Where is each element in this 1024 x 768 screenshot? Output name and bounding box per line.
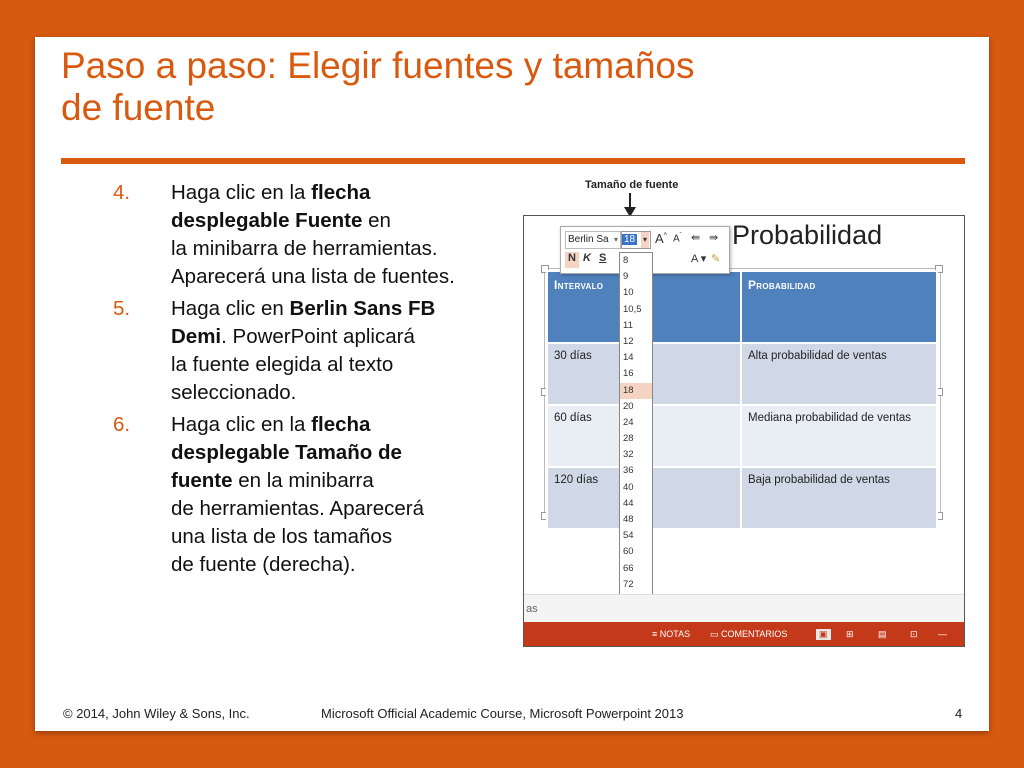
step-number: 4. — [113, 181, 131, 204]
status-bar — [524, 622, 964, 646]
probability-table — [546, 270, 938, 530]
font-size-option[interactable]: 16 — [623, 368, 634, 380]
step-item — [113, 295, 533, 407]
format-painter-icon[interactable]: ✎ — [711, 253, 721, 265]
step-line — [171, 411, 533, 439]
font-size-value: 18 — [624, 234, 636, 245]
slideshow-icon[interactable]: ⊡ — [910, 629, 918, 639]
step-number: 6. — [113, 413, 131, 436]
font-size-option[interactable]: 28 — [623, 433, 634, 445]
notes-pane — [524, 594, 964, 623]
step-text: seleccionado. — [171, 381, 297, 404]
step-item — [113, 411, 533, 579]
font-size-option[interactable]: 40 — [623, 481, 634, 493]
step-text: en — [362, 209, 391, 232]
step-text: la fuente elegida al texto — [171, 353, 394, 376]
font-color-icon[interactable]: A ▾ — [691, 253, 707, 265]
table-cell: Mediana probabilidad de ventas — [741, 405, 937, 467]
reading-view-icon[interactable]: ▤ — [878, 629, 887, 639]
zoom-slider[interactable]: — — [938, 629, 947, 639]
step-text: Haga clic en la — [171, 413, 312, 436]
font-name-value: Berlin Sa — [568, 234, 609, 245]
font-size-option[interactable]: 12 — [623, 335, 634, 347]
step-text-bold: flecha — [311, 413, 371, 436]
font-size-option[interactable]: 10 — [623, 287, 634, 299]
step-text-bold: Demi — [171, 325, 222, 348]
font-size-option[interactable]: 24 — [623, 416, 634, 428]
step-line — [171, 295, 533, 323]
comments-button[interactable]: ▭ COMENTARIOS — [710, 629, 788, 639]
font-name-dropdown[interactable] — [565, 231, 621, 249]
normal-view-icon[interactable]: ▣ — [816, 629, 831, 640]
step-text: la minibarra de herramientas. — [171, 237, 438, 260]
step-text: Haga clic en — [171, 297, 290, 320]
font-size-option[interactable]: 36 — [623, 465, 634, 477]
step-line — [171, 495, 533, 523]
step-text-bold: desplegable Fuente — [171, 209, 363, 232]
step-line — [171, 523, 533, 551]
font-size-list — [619, 252, 653, 646]
step-number: 5. — [113, 297, 131, 320]
font-size-option[interactable]: 18 — [620, 383, 652, 399]
font-size-option[interactable]: 9 — [623, 271, 629, 283]
font-size-option[interactable]: 54 — [623, 530, 634, 542]
step-text-bold: desplegable Tamaño de — [171, 441, 402, 464]
font-size-option[interactable]: 48 — [623, 514, 634, 525]
step-line — [171, 439, 533, 467]
table-cell: Baja probabilidad de ventas — [741, 467, 937, 529]
step-text: de herramientas. Aparecerá — [171, 497, 424, 520]
font-size-option[interactable]: 72 — [623, 578, 634, 590]
table-cell: 120 días — [547, 467, 741, 529]
step-line — [171, 323, 533, 351]
table-cell: 60 días — [547, 405, 741, 467]
font-size-option[interactable]: 14 — [623, 352, 634, 364]
table-row — [547, 467, 937, 529]
shrink-font-icon[interactable]: $A^ˇ$ — [673, 233, 682, 245]
steps-list — [113, 179, 533, 583]
chevron-down-icon[interactable]: ▾ — [641, 232, 649, 248]
footer-copyright: © 2014, John Wiley & Sons, Inc. — [63, 706, 250, 721]
step-text: de fuente (derecha). — [171, 553, 356, 576]
title-divider — [61, 158, 965, 164]
notes-text: as — [526, 603, 538, 615]
italic-button[interactable]: K — [583, 252, 591, 264]
slide-title — [61, 45, 941, 129]
notes-button[interactable]: ≡ NOTAS — [652, 629, 691, 639]
step-line — [171, 235, 533, 263]
figure-caption: Tamaño de fuente — [585, 179, 679, 191]
font-size-option[interactable]: 44 — [623, 497, 634, 509]
font-size-option[interactable]: 8 — [623, 255, 629, 266]
step-text: una lista de los tamaños — [171, 525, 393, 548]
font-size-option[interactable]: 10,5 — [623, 303, 642, 315]
font-size-option[interactable]: 66 — [623, 562, 634, 574]
step-text-bold: fuente — [171, 469, 233, 492]
font-size-option[interactable]: 11 — [623, 319, 633, 331]
step-text: en la minibarra — [232, 469, 374, 492]
grow-font-icon[interactable]: A^ — [655, 231, 667, 246]
bold-button[interactable]: N — [565, 252, 579, 268]
underline-button[interactable]: S — [599, 252, 607, 264]
step-text: . PowerPoint aplicará — [221, 325, 415, 348]
comments-label: COMENTARIOS — [721, 629, 788, 639]
step-item — [113, 179, 533, 291]
slide-title-line1: Paso a paso: Elegir fuentes y tamaños — [61, 45, 695, 86]
slide-title-line2: de fuente — [61, 87, 216, 128]
table-cell: Alta probabilidad de ventas — [741, 343, 937, 405]
footer-course: Microsoft Official Academic Course, Microsoft Powerpoint 2013 — [321, 706, 684, 721]
step-text: Haga clic en la — [171, 181, 312, 204]
table-header-probability: Probabilidad — [741, 271, 937, 343]
font-size-option[interactable]: 20 — [623, 400, 634, 412]
step-line — [171, 263, 533, 291]
decrease-indent-icon[interactable]: ⇚ — [691, 232, 701, 244]
table-header-interval: Intervalo — [547, 271, 741, 343]
step-line — [171, 551, 533, 579]
down-arrow-icon — [624, 193, 636, 217]
font-size-dropdown[interactable] — [621, 231, 651, 249]
step-line — [171, 379, 533, 407]
step-line — [171, 179, 533, 207]
font-size-option[interactable]: 60 — [623, 546, 634, 558]
slide-sorter-icon[interactable]: ⊞ — [846, 629, 854, 639]
step-text: Aparecerá una lista de fuentes. — [171, 265, 455, 288]
powerpoint-screenshot — [523, 215, 965, 647]
screenshot-slide-title: Probabilidad — [732, 220, 883, 250]
chevron-down-icon[interactable]: ▾ — [613, 235, 618, 244]
step-text-bold: Berlin Sans FB — [289, 297, 436, 320]
font-size-option[interactable]: 32 — [623, 449, 634, 461]
slide — [35, 37, 989, 731]
table-row — [547, 343, 937, 405]
step-line — [171, 351, 533, 379]
table-cell: 30 días — [547, 343, 741, 405]
step-line — [171, 207, 533, 235]
step-text-bold: flecha — [311, 181, 371, 204]
table-row — [547, 405, 937, 467]
step-line — [171, 467, 533, 495]
notes-label: NOTAS — [659, 629, 691, 639]
page-number: 4 — [955, 706, 963, 721]
increase-indent-icon[interactable]: ⇛ — [709, 232, 719, 244]
